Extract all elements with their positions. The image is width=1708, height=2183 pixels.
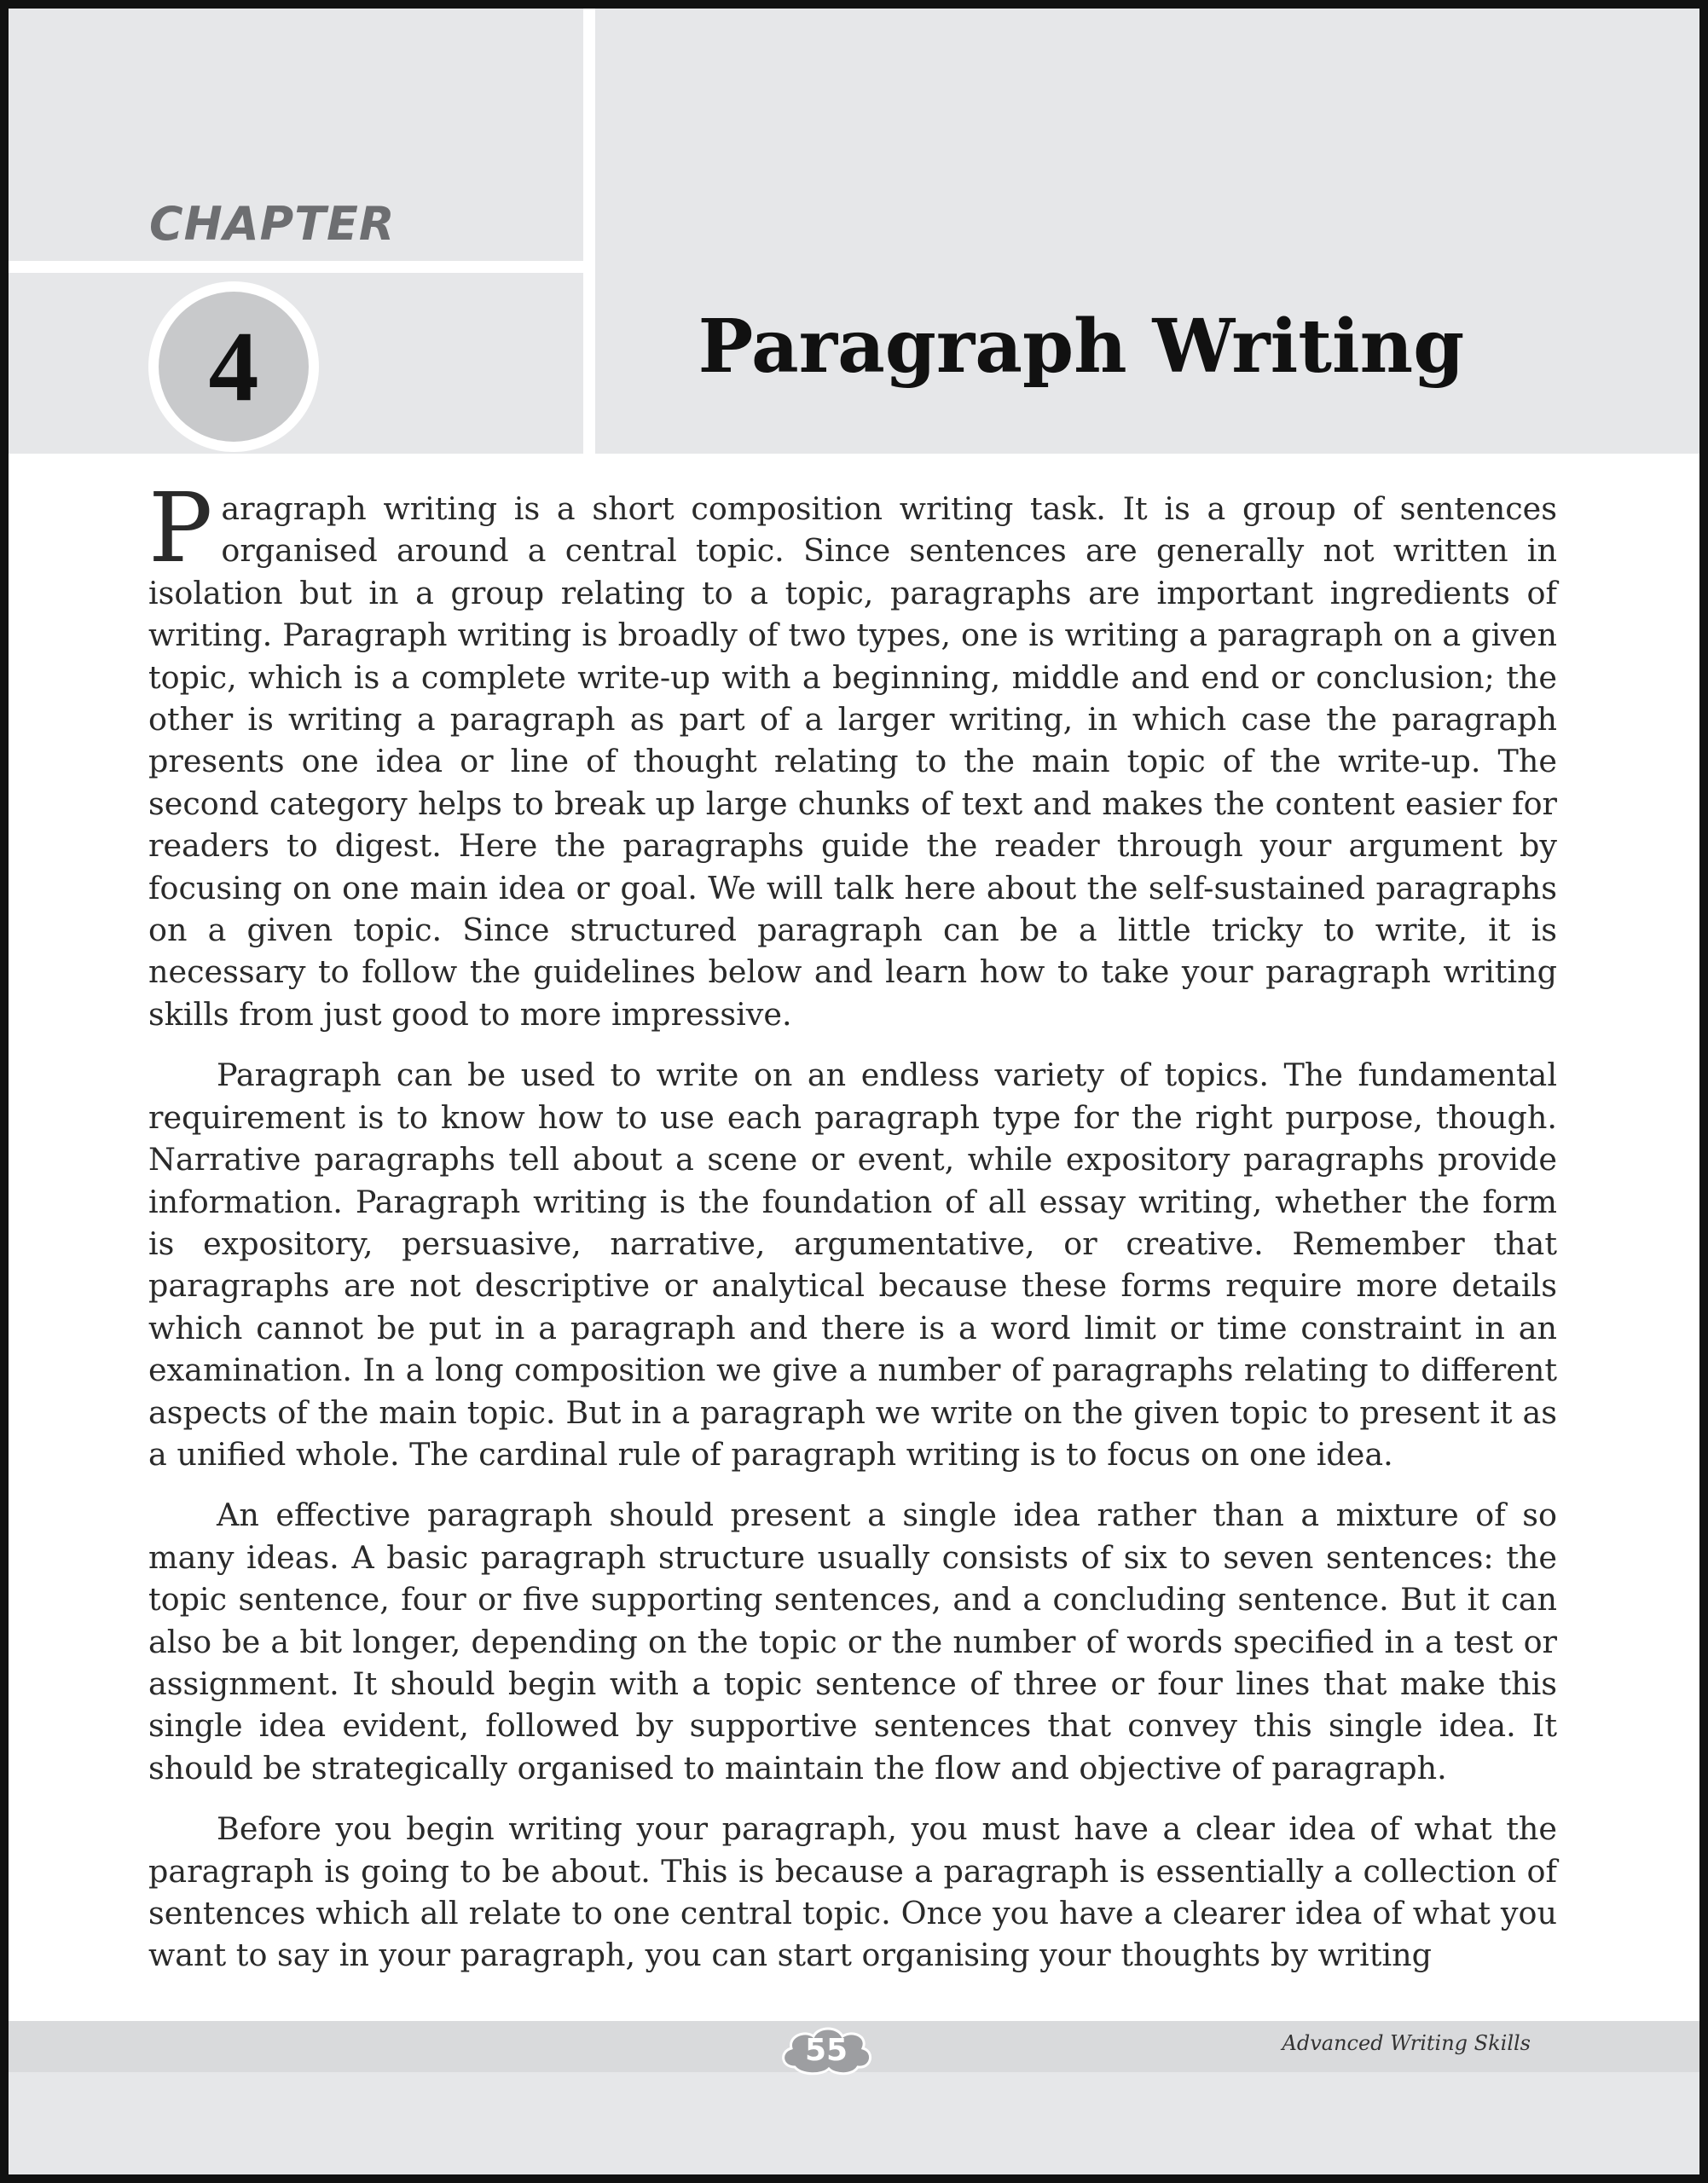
paragraph-3: An effective paragraph should present a single idea rather than a mixture of so many ideas. A basic paragraph structure usually consists of six to seven sentences: the topic sentence, four or five supporting sentences, and a concluding sentence. But it can also be a bit longer, depending on the topic or the number of words specified in a test or assignment. It should begin with a topic sentence of three or four lines that make this single idea evident, followed by supportive sentences that convey this single idea. It should be strategically organised to maintain the flow and objective of paragraph.	[148, 1497, 1557, 1786]
chapter-label: CHAPTER	[149, 197, 396, 251]
paragraph-2: Paragraph can be used to write on an endless variety of topics. The fundamental requirement is to know how to use each paragraph type for the right purpose, though. Narrative paragraphs tell about a scene or event, while expository paragraphs provide information. Paragraph writing is the foundation of all essay writing, whether the form is expository, persuasive, narrative, argumentative, or creative. Remember that paragraphs are not descriptive or analytical because these forms require more details which cannot be put in a paragraph and there is a word limit or time constraint in an examination. In a long composition we give a number of paragraphs relating to different aspects of the main topic. But in a paragraph we write on the given topic to present it as a unified whole. The cardinal rule of paragraph writing is to focus on one idea.	[148, 1057, 1557, 1473]
chapter-number-circle	[159, 292, 309, 442]
page-number-badge	[776, 2024, 877, 2076]
chapter-title: Paragraph Writing	[698, 304, 1465, 390]
paragraph-4: Before you begin writing your paragraph, you must have a clear idea of what the paragraph is going to be about. This is because a paragraph is essentially a collection of sentences which all relate to one central topic. Once you have a clearer idea of what you want to say in your paragraph, you can start organising your thoughts by writing	[148, 1810, 1557, 1974]
footer-book-title: Advanced Writing Skills	[1282, 2031, 1531, 2055]
page-number: 55	[804, 2032, 848, 2068]
paragraph-1	[148, 473, 1557, 1035]
chapter-number-badge	[148, 281, 319, 452]
drop-cap: P	[148, 473, 213, 584]
chapter-number: 4	[208, 310, 259, 422]
footer-bottom-panel	[9, 2072, 1699, 2174]
paragraph-1-text: aragraph writing is a short composition writing task. It is a group of sentences organised around a central topic. Since sentences are generally not written in isolation but in a group relating to a topic, paragraphs are important ingredients of writing. Paragraph writing is broadly of two types, one is writing a paragraph on a given topic, which is a complete write-up with a beginning, middle and end or conclusion; the other is writing a paragraph as part of a larger writing, in which case the paragraph presents one idea or line of thought relating to the main topic of the write-up. The second category helps to break up large chunks of text and makes the content easier for readers to digest. Here the paragraphs guide the reader through your argument by focusing on one main idea or goal. We will talk here about the self-sustained paragraphs on a given topic. Since structured paragraph can be a little tricky to write, it is necessary to follow the guidelines below and learn how to take your paragraph writing skills from just good to more impressive.	[148, 490, 1557, 1033]
body-text	[148, 473, 1557, 1995]
